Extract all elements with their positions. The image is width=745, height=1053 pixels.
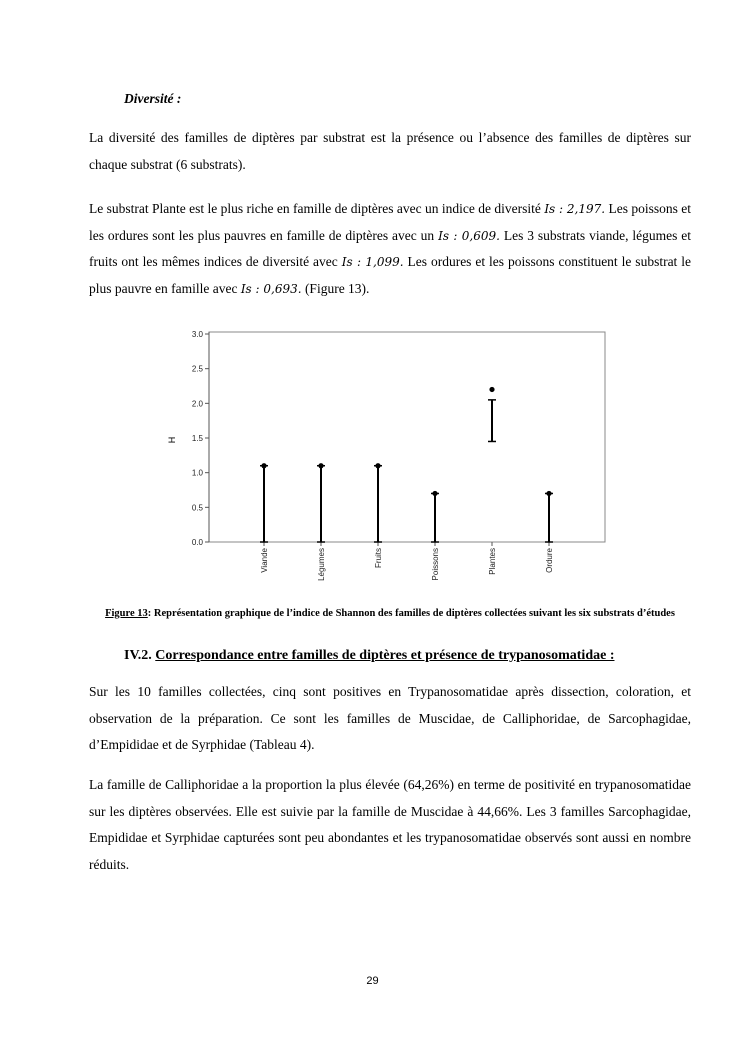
section-heading	[124, 648, 614, 664]
data-point	[375, 463, 380, 468]
paragraph-diversity-results	[89, 196, 691, 302]
chart-marks	[260, 387, 553, 542]
text-segment: Le substrat Plante est le plus riche en famille de diptères avec un indice de diversité	[89, 201, 545, 216]
shannon-index-chart	[160, 322, 620, 588]
plot-frame	[209, 332, 605, 542]
data-point	[318, 463, 323, 468]
index-value: Is : 1,099.	[341, 255, 404, 269]
x-tick-label: Poissons	[431, 548, 440, 581]
x-tick-label: Légumes	[317, 548, 326, 581]
index-value: Is : 0,693.	[240, 281, 302, 296]
y-tick-label: 1.5	[191, 434, 203, 443]
section-label: Diversité :	[124, 91, 182, 106]
x-tick-label: Viande	[260, 548, 269, 573]
chart-svg	[160, 322, 620, 588]
y-axis-label: H	[167, 436, 177, 444]
data-point	[546, 491, 551, 496]
y-tick-label: 2.5	[191, 364, 203, 374]
paragraph-calliphoridae: La famille de Calliphoridae a la proportion la plus élevée (64,26%) en terme de positivité en trypanosomatidae sur les diptères observées. Elle est suivie par la famille de Muscidae à 44,66%. Les 3 familles Sarcophagidae, Empididae et Syrphidae capturées sont peu abondantes et les trypanosomatidae observés sont aussi en nombre réduits.	[89, 777, 691, 872]
caption-label: Figure 13	[105, 608, 148, 619]
x-tick-label: Ordure	[545, 548, 554, 573]
text-segment: Les poissons et les ordures sont les plus pauvres en famille de diptères avec un	[89, 201, 691, 243]
data-point	[261, 463, 266, 468]
figure-caption	[95, 607, 685, 621]
text-segment: Les 3 substrats viande, légumes et fruits ont les mêmes indices de diversité avec	[89, 227, 691, 269]
data-point	[489, 387, 494, 392]
paragraph-positive-families: Sur les 10 familles collectées, cinq sont positives en Trypanosomatidae après dissection, coloration, et observation de la préparation. Ce sont les familles de Muscidae, de Calliphoridae, de Sarcophagidae, d’Empididae et de Syrphidae (Tableau 4).	[89, 684, 691, 752]
section-number: IV.2.	[124, 648, 152, 663]
data-point	[432, 491, 437, 496]
index-value: Is : 0,609.	[438, 228, 500, 243]
x-tick-label: Plantes	[488, 548, 497, 575]
y-tick-label: 1.0	[191, 468, 203, 478]
x-ticks	[260, 542, 554, 581]
text-segment: (Figure 13).	[301, 280, 370, 296]
y-tick-label: 0.5	[191, 503, 203, 513]
index-value: Is : 2,197.	[544, 202, 606, 216]
y-ticks	[192, 330, 209, 547]
caption-text: : Représentation graphique de l’indice de Shannon des familles de diptères collectées suivant les six substrats d’études	[147, 608, 675, 619]
y-tick-label: 3.0	[191, 330, 203, 339]
y-tick-label: 0.0	[191, 538, 203, 547]
section-title: Correspondance entre familles de diptères et présence de trypanosomatidae :	[155, 648, 615, 663]
y-tick-label: 2.0	[191, 399, 203, 409]
text-segment: Les ordures et les poissons constituent le substrat le plus pauvre en famille avec	[89, 254, 691, 296]
x-tick-label: Fruits	[374, 548, 383, 568]
page-number: 29	[366, 975, 379, 987]
paragraph-diversity-definition: La diversité des familles de diptères par substrat est la présence ou l’absence des familles de diptères sur chaque substrat (6 substrats).	[89, 130, 691, 172]
